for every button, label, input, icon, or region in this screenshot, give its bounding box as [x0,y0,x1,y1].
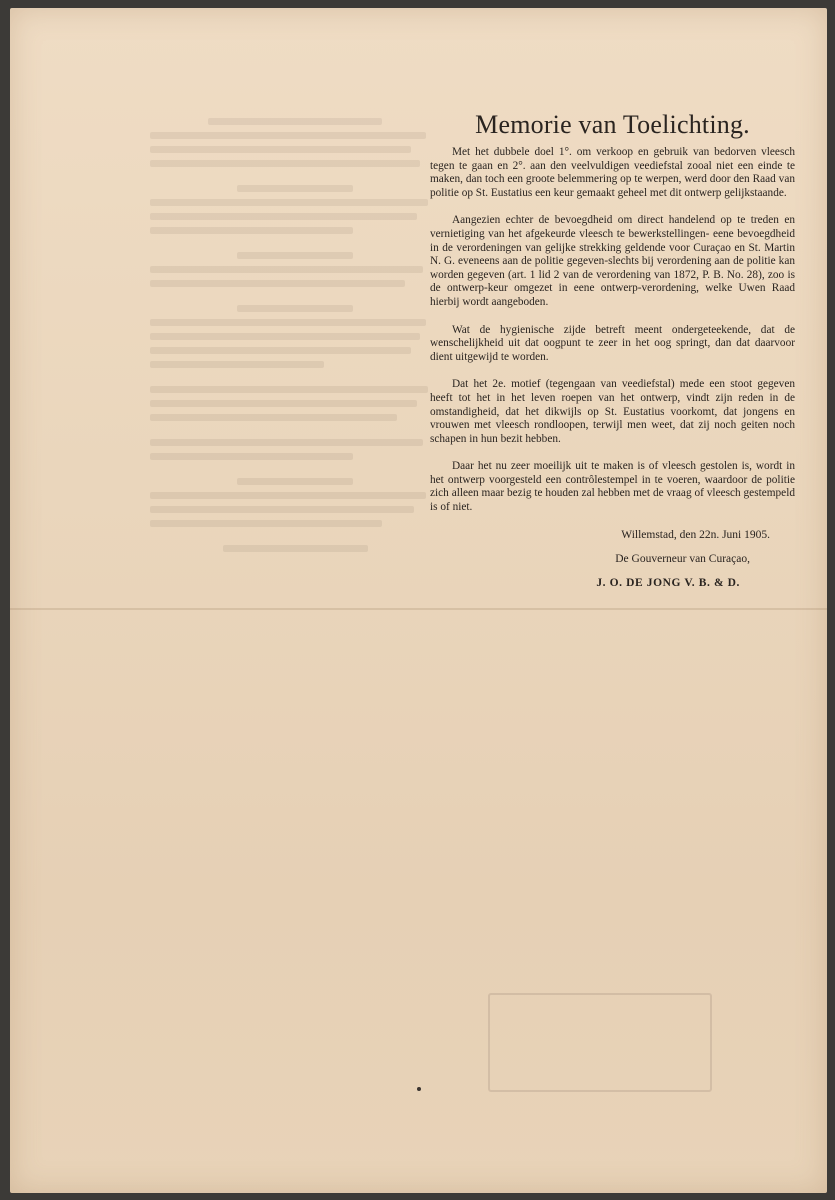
paragraph-4: Dat het 2e. motief (tegengaan van veediefstal) mede een stoot gegeven heeft tot het in het leven roepen van het ontwerp, vindt zijn reden in de omstandigheid, dat het dikwijls op St. Eustatius voorkomt, dat jongens en vrouwen met vleesch rondloopen, terwijl men weet, dat zij noch geiten noch schapen in hun bezit hebben. [430,378,795,445]
paragraph-5: Daar het nu zeer moeilijk uit te maken is of vleesch gestolen is, wordt in het ontwerp voorgesteld een contrôlestempel in te voeren, waardoor de politie zich alleen maar bezig te houden zal hebben met de vraag of vleesch gestempeld is of niet. [430,460,795,514]
date-line: Willemstad, den 22n. Juni 1905. [621,528,770,541]
ink-dot [417,1087,421,1091]
faded-stamp [488,993,712,1092]
paragraph-2: Aangezien echter de bevoegdheid om direct handelend op te treden en vernietiging van het afgekeurde vleesch te bewerkstellingen- eene bevoegdheid in de verordeningen van gelijke strekking geldende voor Curaçao en St. Martin N. G. eveneens aan de politie gegeven-slechts bij verordening aan de politie kan worden gegeven (art. 1 lid 2 van de verordening van 1872, P. B. No. 28), zoo is de ontwerp-keur omgezet in eene ontwerp-verordening, welke Uwen Raad hierbij wordt aangeboden. [430,214,795,308]
paragraph-3: Wat de hygienische zijde betreft meent ondergeteekende, dat de wenschelijkheid uit dat oogpunt te zeer in het oog springt, dan dat daarvoor dient uitgewijd te worden. [430,323,795,363]
signatory: J. O. DE JONG V. B. & D. [596,576,740,589]
memorandum [430,110,795,589]
paragraph-1: Met het dubbele doel 1°. om verkoop en gebruik van bedorven vleesch tegen te gaan en 2°. aan den veelvuldigen veediefstal zooal niet een einde te maken, dan toch een groote belemmering op te werpen, werd door den Raad van politie op St. Eustatius een keur gemaakt geheel met dit ontwerp gelijkstaande. [430,146,795,199]
page-title: Memorie van Toelichting. [475,110,750,139]
bleed-through-text [150,118,440,738]
role-line: De Gouverneur van Curaçao, [615,552,750,565]
